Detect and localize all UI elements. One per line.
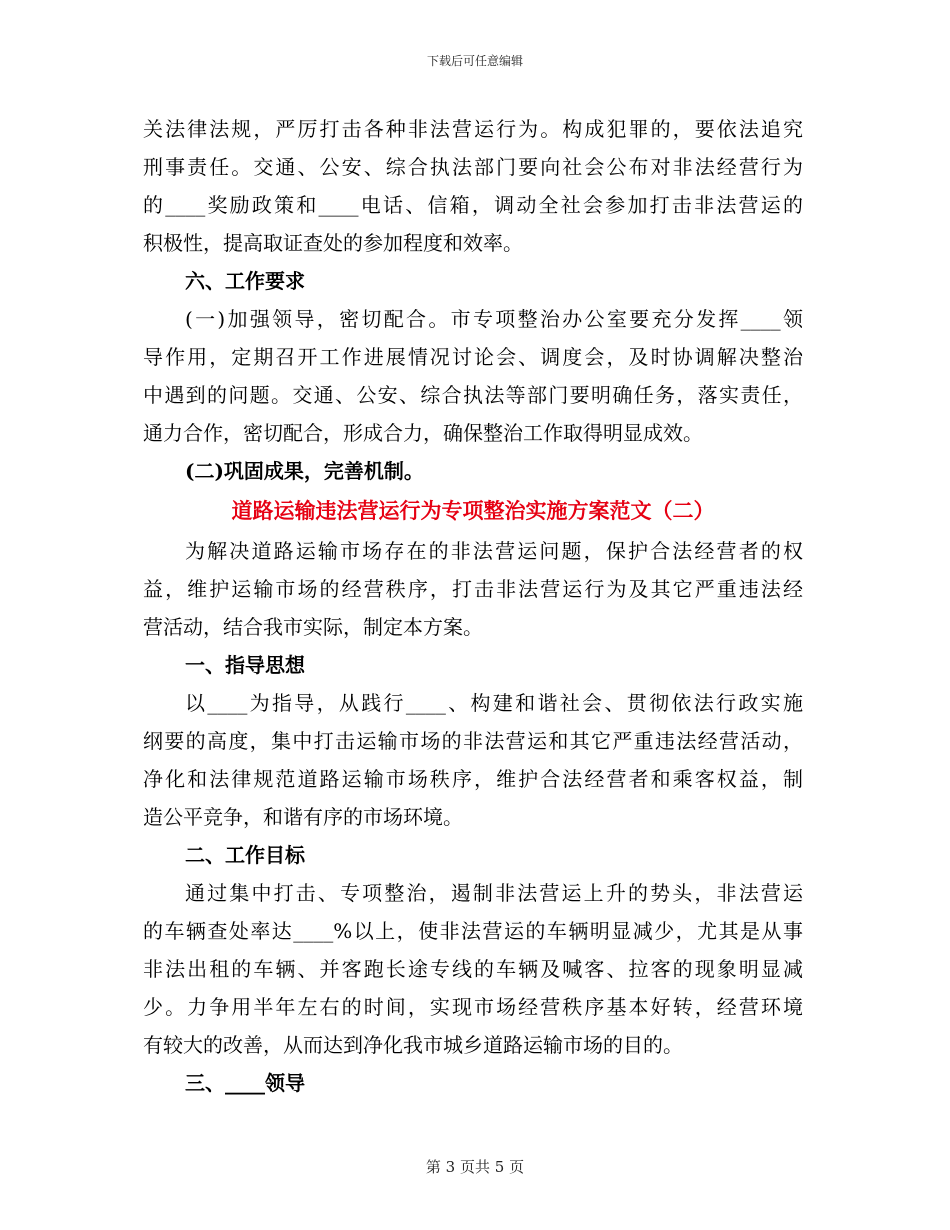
body-text-line: 净化和法律规范道路运输市场秩序，维护合法经营者和乘客权益，制 (143, 767, 803, 791)
paragraph-first-line: 为解决道路运输市场存在的非法营运问题，保护合法经营者的权 (185, 539, 803, 563)
body-text-line: 营活动，结合我市实际，制定本方案。 (143, 615, 483, 639)
body-text-line: 有较大的改善，从而达到净化我市城乡道路运输市场的目的。 (143, 1033, 683, 1057)
body-text-line: 通力合作，密切配合，形成合力，确保整治工作取得明显成效。 (143, 421, 703, 445)
section-heading: 六、工作要求 (185, 269, 305, 293)
section-heading: 一、指导思想 (185, 653, 305, 677)
body-text-line: 关法律法规，严厉打击各种非法营运行为。构成犯罪的，要依法追究 (143, 117, 803, 141)
body-text-line: 非法出租的车辆、并客跑长途专线的车辆及喊客、拉客的现象明显减 (143, 957, 803, 981)
body-text-line: 的车辆查处率达____%以上，使非法营运的车辆明显减少，尤其是从事 (143, 919, 803, 943)
document-body (143, 110, 803, 1102)
section-heading: (二)巩固成果，完善机制。 (185, 459, 424, 483)
body-text-line: 造公平竞争，和谐有序的市场环境。 (143, 805, 463, 829)
body-text-line: 益，维护运输市场的经营秩序，打击非法营运行为及其它严重违法经 (143, 577, 803, 601)
paragraph-first-line: (一)加强领导，密切配合。市专项整治办公室要充分发挥____领 (185, 307, 803, 331)
body-text-line: 刑事责任。交通、公安、综合执法部门要向社会公布对非法经营行为 (143, 155, 803, 179)
page-footer: 第 3 页共 5 页 (425, 1158, 525, 1176)
body-text-line: 的____奖励政策和____电话、信箱，调动全社会参加打击非法营运的 (143, 193, 803, 217)
body-text-line: 积极性，提高取证查处的参加程度和效率。 (143, 231, 523, 255)
body-text-line: 纲要的高度，集中打击运输市场的非法营运和其它严重违法经营活动， (143, 729, 803, 753)
paragraph-first-line: 通过集中打击、专项整治，遏制非法营运上升的势头，非法营运 (185, 881, 803, 905)
body-text-line: 导作用，定期召开工作进展情况讨论会、调度会，及时协调解决整治 (143, 345, 803, 369)
paragraph-first-line: 以____为指导，从践行____、构建和谐社会、贯彻依法行政实施 (185, 691, 803, 715)
section-heading: 二、工作目标 (185, 843, 305, 867)
section-heading: 三、____领导 (185, 1071, 305, 1095)
body-text-line: 中遇到的问题。交通、公安、综合执法等部门要明确任务，落实责任， (143, 383, 803, 407)
body-text-line: 少。力争用半年左右的时间，实现市场经营秩序基本好转，经营环境 (143, 995, 803, 1019)
document-title: 道路运输违法营运行为专项整治实施方案范文（二） (231, 498, 715, 523)
page-header: 下载后可任意编辑 (426, 54, 523, 68)
